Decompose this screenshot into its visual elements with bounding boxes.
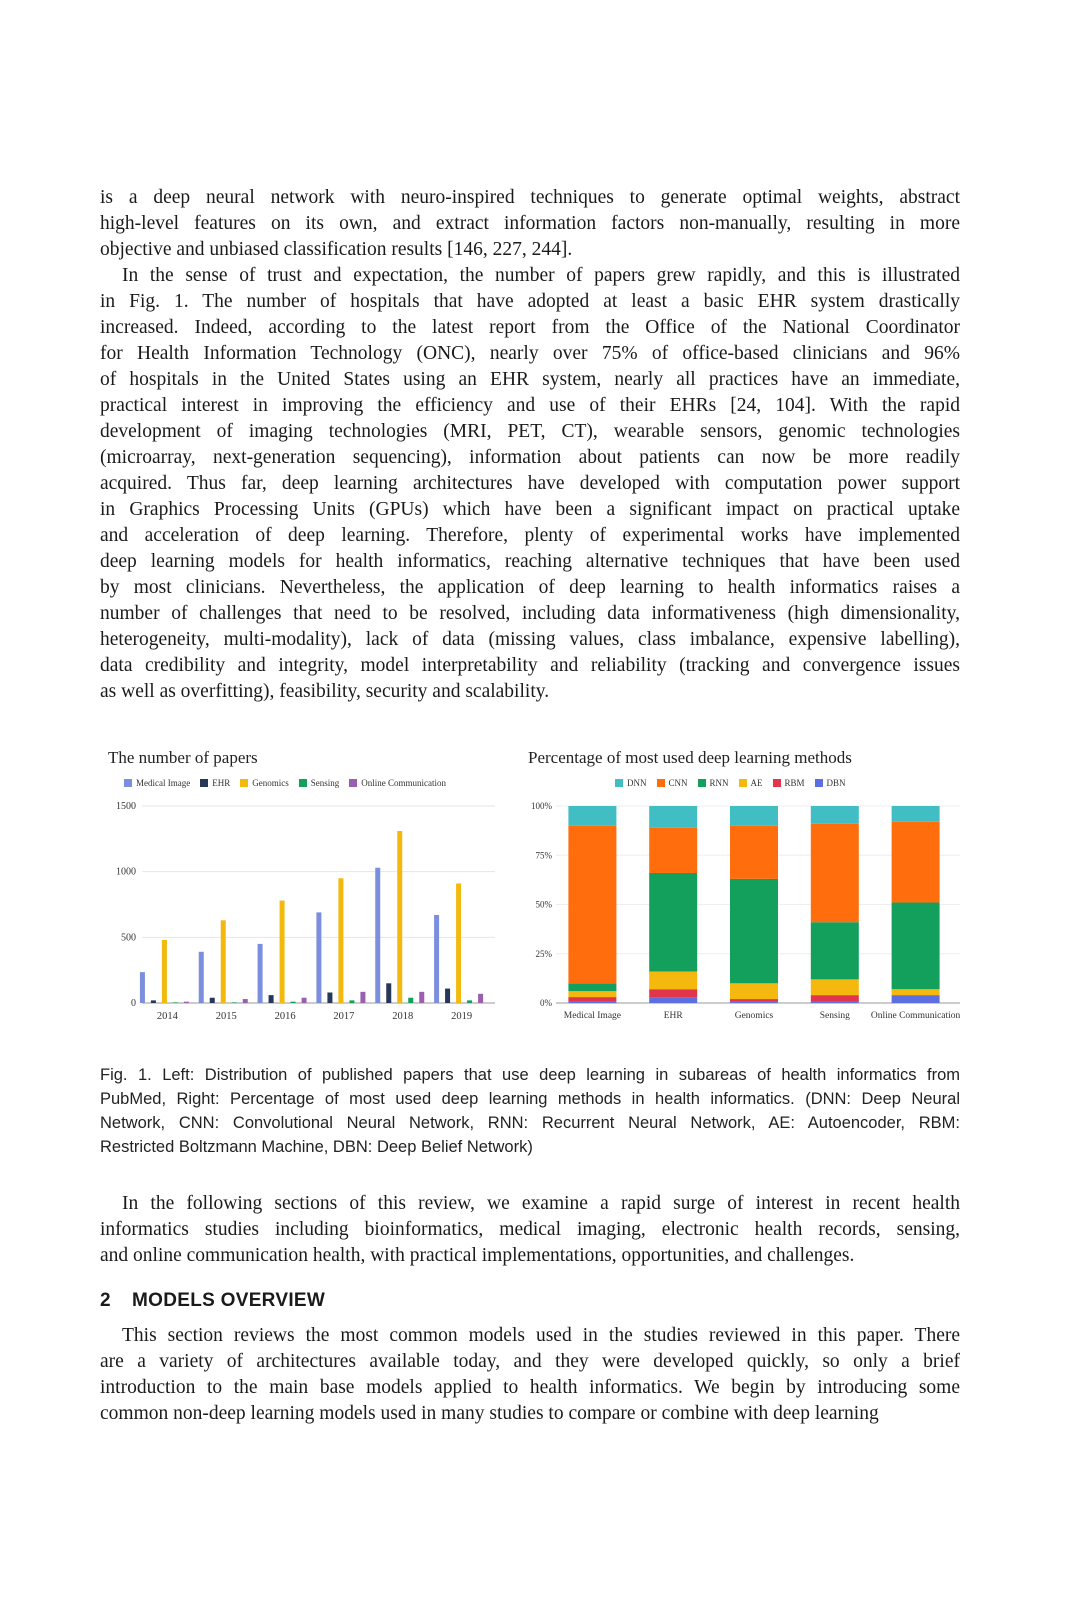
- text-line: in Graphics Processing Units (GPUs) which have been a significant impact on practical uptake: [100, 499, 960, 520]
- text-line: are a variety of architectures available today, and they were developed quickly, so only a brief: [100, 1351, 960, 1372]
- legend-label: Online Communication: [361, 778, 446, 788]
- text-line: informatics studies including bioinformatics, medical imaging, electronic health records, sensing,: [100, 1219, 960, 1240]
- y-tick-label: 50%: [535, 899, 552, 910]
- x-tick-label: 2018: [392, 1011, 414, 1022]
- bar-online-communication: [478, 994, 483, 1003]
- bar-segment-rbm: [811, 995, 859, 1001]
- x-tick-label: 2016: [274, 1011, 296, 1022]
- bar-sensing: [349, 1000, 354, 1003]
- legend-label: DNN: [627, 778, 647, 788]
- figure-1: [100, 740, 960, 1040]
- bar-segment-cnn: [811, 824, 859, 923]
- figure-caption: [100, 1063, 960, 1159]
- bar-segment-dnn: [649, 806, 697, 828]
- bar-sensing: [467, 1000, 472, 1003]
- x-tick-label: Sensing: [819, 1011, 850, 1021]
- text-line: and acceleration of deep learning. Therefore, plenty of experimental works have implemented: [100, 525, 960, 546]
- body-text-bottom: [100, 1323, 960, 1427]
- paragraph-1: [100, 185, 960, 263]
- text-line: Restricted Boltzmann Machine, DBN: Deep Belief Network): [100, 1138, 533, 1156]
- bar-genomics: [456, 883, 461, 1003]
- x-tick-label: EHR: [663, 1011, 683, 1021]
- bar-genomics: [280, 901, 285, 1003]
- y-tick-label: 100%: [531, 801, 552, 811]
- bar-segment-ae: [811, 979, 859, 995]
- bar-ehr: [151, 1000, 156, 1003]
- bar-segment-cnn: [649, 828, 697, 873]
- bar-segment-cnn: [892, 822, 940, 903]
- bar-genomics: [162, 940, 167, 1003]
- legend-label: EHR: [212, 778, 231, 788]
- bar-ehr: [327, 992, 332, 1003]
- bar-ehr: [269, 995, 274, 1003]
- legend-label: AE: [750, 778, 763, 788]
- body-text-middle: [100, 1191, 960, 1269]
- bar-medical-image: [140, 972, 145, 1003]
- text-line: PubMed, Right: Percentage of most used deep learning methods in health informatics. (DNN: Deep Neural: [100, 1090, 960, 1108]
- bar-ehr: [210, 998, 215, 1003]
- text-line: development of imaging technologies (MRI, PET, CT), wearable sensors, genomic technologies: [100, 421, 960, 442]
- bar-segment-rnn: [730, 879, 778, 983]
- bar-segment-rbm: [730, 999, 778, 1001]
- bar-segment-rbm: [568, 997, 616, 1001]
- text-line: objective and unbiased classification results [146, 227, 244].: [100, 239, 573, 260]
- bar-segment-dbn: [811, 1001, 859, 1003]
- bar-genomics: [221, 920, 226, 1003]
- legend-label: Sensing: [310, 778, 340, 788]
- legend-label: Medical Image: [136, 778, 191, 788]
- text-line: increased. Indeed, according to the latest report from the Office of the National Coordinator: [100, 317, 960, 338]
- y-tick-label: 1500: [116, 801, 136, 812]
- bar-medical-image: [258, 944, 263, 1003]
- text-line: In the sense of trust and expectation, the number of papers grew rapidly, and this is illustrated: [122, 265, 960, 286]
- bar-segment-ae: [568, 991, 616, 997]
- bar-segment-rnn: [811, 922, 859, 979]
- text-line: and online communication health, with practical implementations, opportunities, and challenges.: [100, 1245, 855, 1266]
- text-line: heterogeneity, multi-modality), lack of data (missing values, class imbalance, expensive labelling),: [100, 629, 960, 650]
- legend-label: CNN: [668, 778, 688, 788]
- bar-segment-ae: [730, 983, 778, 999]
- y-tick-label: 75%: [535, 850, 552, 861]
- paragraph-3: [100, 1191, 960, 1269]
- bar-segment-rnn: [568, 983, 616, 991]
- text-line: high-level features on its own, and extract information factors non-manually, resulting in more: [100, 213, 960, 234]
- text-line: Fig. 1. Left: Distribution of published papers that use deep learning in subareas of health informatics from: [100, 1066, 960, 1084]
- legend-label: Genomics: [252, 778, 289, 788]
- y-tick-label: 0: [131, 998, 136, 1009]
- legend-label: RNN: [709, 778, 729, 788]
- bar-sensing: [291, 1002, 296, 1003]
- text-line: Network, CNN: Convolutional Neural Network, RNN: Recurrent Neural Network, AE: Autoencoder, RBM:: [100, 1114, 960, 1132]
- bar-segment-cnn: [568, 826, 616, 984]
- bar-ehr: [386, 983, 391, 1003]
- y-tick-label: 500: [121, 932, 136, 944]
- y-tick-label: 25%: [535, 948, 552, 959]
- bar-segment-dbn: [892, 995, 940, 1003]
- bar-segment-dnn: [811, 806, 859, 824]
- bar-segment-ae: [649, 971, 697, 989]
- text-line: common non-deep learning models used in many studies to compare or combine with deep learning: [100, 1403, 879, 1424]
- y-tick-label: 1000: [116, 866, 136, 878]
- bar-segment-dbn: [568, 1001, 616, 1003]
- bar-online-communication: [302, 998, 307, 1003]
- bar-medical-image: [199, 952, 204, 1003]
- x-tick-label: 2014: [156, 1011, 178, 1022]
- bar-segment-dnn: [892, 806, 940, 822]
- paragraph-4: [100, 1323, 960, 1427]
- bar-medical-image: [375, 868, 380, 1003]
- bar-segment-dnn: [730, 806, 778, 826]
- text-line: In the following sections of this review, we examine a rapid surge of interest in recent health: [122, 1193, 960, 1214]
- bar-online-communication: [243, 999, 248, 1003]
- bar-segment-cnn: [730, 826, 778, 879]
- bar-sensing: [232, 1002, 237, 1003]
- bar-segment-dnn: [568, 806, 616, 826]
- text-line: practical interest in improving the efficiency and use of their EHRs [24, 104]. With the rapid: [100, 395, 960, 416]
- section-number: 2: [100, 1290, 111, 1311]
- bar-segment-dbn: [649, 997, 697, 1003]
- x-tick-label: Genomics: [734, 1011, 774, 1021]
- legend-label: DBN: [826, 778, 846, 788]
- left-chart-bars: [100, 740, 500, 1040]
- x-tick-label: 2019: [451, 1011, 473, 1022]
- bar-segment-dbn: [730, 1001, 778, 1003]
- bar-sensing: [173, 1002, 178, 1003]
- text-line: (microarray, next-generation sequencing), information about patients can now be more readily: [100, 447, 960, 468]
- right-chart-stacked-bars: [520, 740, 960, 1040]
- text-line: as well as overfitting), feasibility, security and scalability.: [100, 681, 550, 702]
- text-line: introduction to the main base models applied to health informatics. We begin by introducing some: [100, 1377, 960, 1398]
- right-chart-title: Percentage of most used deep learning methods: [528, 748, 852, 767]
- x-tick-label: 2017: [333, 1011, 355, 1022]
- bar-online-communication: [419, 992, 424, 1003]
- bar-segment-rbm: [649, 989, 697, 997]
- text-line: of hospitals in the United States using an EHR system, nearly all practices have an immediate,: [100, 369, 960, 390]
- text-line: data credibility and integrity, model interpretability and reliability (tracking and convergence issues: [100, 655, 960, 676]
- text-line: This section reviews the most common models used in the studies reviewed in this paper. There: [122, 1325, 960, 1346]
- section-heading: [100, 1290, 325, 1312]
- section-title: MODELS OVERVIEW: [132, 1290, 326, 1311]
- paragraph-2: [100, 263, 960, 705]
- x-tick-label: Medical Image: [563, 1011, 622, 1021]
- bar-segment-rnn: [649, 873, 697, 972]
- body-text-top: [100, 185, 960, 705]
- bar-medical-image: [316, 912, 321, 1003]
- text-line: in Fig. 1. The number of hospitals that have adopted at least a basic EHR system drastically: [100, 291, 960, 312]
- bar-genomics: [397, 831, 402, 1003]
- legend-label: RBM: [784, 778, 805, 788]
- text-line: number of challenges that need to be resolved, including data informativeness (high dimensionality,: [100, 603, 960, 624]
- bar-sensing: [408, 998, 413, 1003]
- bar-online-communication: [360, 992, 365, 1003]
- text-line: deep learning models for health informatics, reaching alternative techniques that have been used: [100, 551, 960, 572]
- bar-segment-ae: [892, 989, 940, 995]
- text-line: is a deep neural network with neuro-inspired techniques to generate optimal weights, abstract: [100, 187, 960, 208]
- text-line: acquired. Thus far, deep learning architectures have developed with computation power support: [100, 473, 960, 494]
- left-chart-title: The number of papers: [108, 748, 258, 767]
- bar-online-communication: [184, 1002, 189, 1003]
- text-line: for Health Information Technology (ONC), nearly over 75% of office-based clinicians and 96%: [100, 343, 960, 364]
- y-tick-label: 0%: [540, 998, 552, 1008]
- bar-segment-rnn: [892, 903, 940, 990]
- x-tick-label: 2015: [215, 1011, 237, 1022]
- bar-ehr: [445, 989, 450, 1003]
- text-line: by most clinicians. Nevertheless, the application of deep learning to health informatics raises a: [100, 577, 960, 598]
- x-tick-label: Online Communication: [870, 1011, 960, 1021]
- bar-medical-image: [434, 915, 439, 1003]
- bar-genomics: [338, 878, 343, 1003]
